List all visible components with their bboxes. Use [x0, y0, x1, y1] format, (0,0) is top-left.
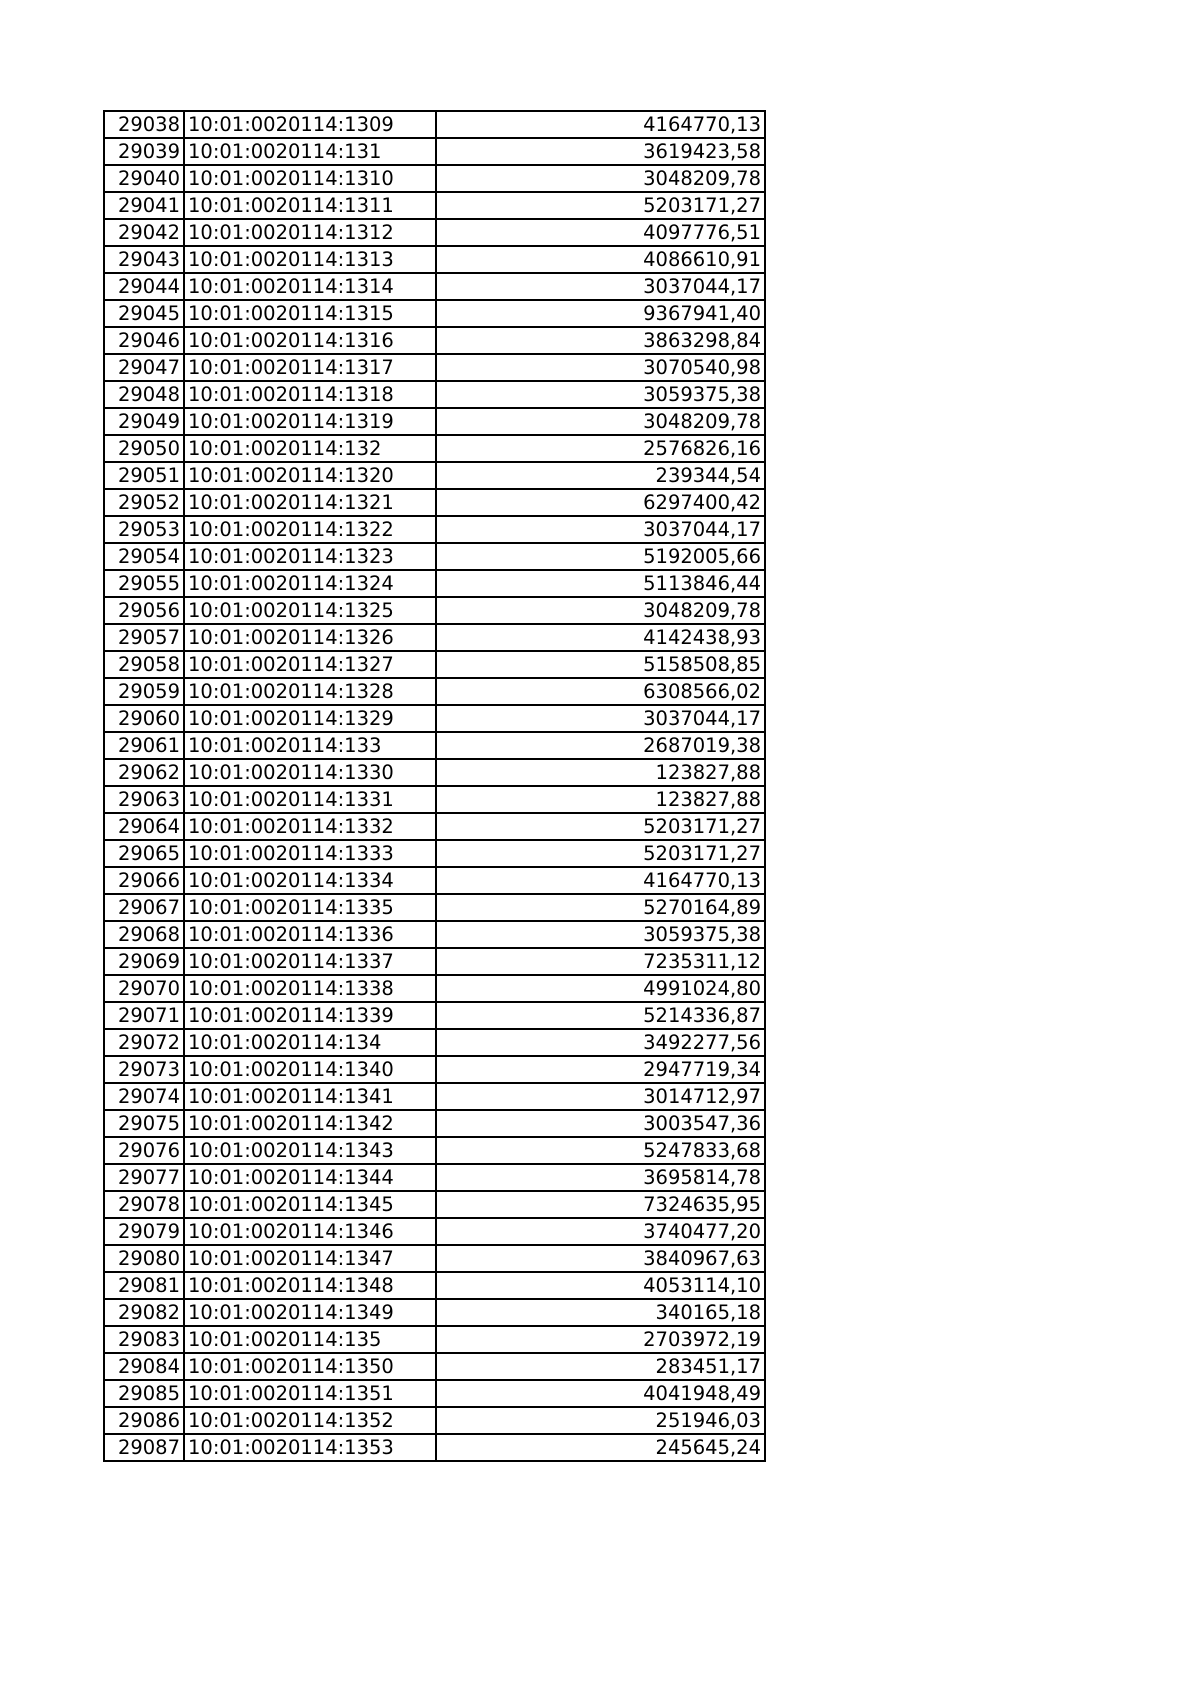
cadastral-number-cell: 10:01:0020114:1333: [184, 840, 436, 867]
cadastral-number-cell: 10:01:0020114:1334: [184, 867, 436, 894]
cadastral-value-cell: 5113846,44: [436, 570, 765, 597]
table-row: [104, 894, 765, 921]
cadastral-value-cell: 6297400,42: [436, 489, 765, 516]
table-row: [104, 786, 765, 813]
row-number-cell: 29084: [104, 1353, 184, 1380]
cadastral-value-cell: 6308566,02: [436, 678, 765, 705]
cadastral-number-cell: 10:01:0020114:1345: [184, 1191, 436, 1218]
table-body: [104, 111, 765, 1461]
cadastral-value-cell: 3070540,98: [436, 354, 765, 381]
cadastral-value-cell: 7324635,95: [436, 1191, 765, 1218]
cadastral-number-cell: 10:01:0020114:1326: [184, 624, 436, 651]
cadastral-number-cell: 10:01:0020114:1346: [184, 1218, 436, 1245]
row-number-cell: 29046: [104, 327, 184, 354]
cadastral-number-cell: 10:01:0020114:1311: [184, 192, 436, 219]
row-number-cell: 29060: [104, 705, 184, 732]
table-row: [104, 408, 765, 435]
cadastral-number-cell: 10:01:0020114:1332: [184, 813, 436, 840]
cadastral-value-cell: 7235311,12: [436, 948, 765, 975]
cadastral-number-cell: 10:01:0020114:132: [184, 435, 436, 462]
cadastral-value-cell: 5270164,89: [436, 894, 765, 921]
row-number-cell: 29058: [104, 651, 184, 678]
row-number-cell: 29055: [104, 570, 184, 597]
cadastral-number-cell: 10:01:0020114:1321: [184, 489, 436, 516]
table-row: [104, 1272, 765, 1299]
cadastral-value-cell: 3003547,36: [436, 1110, 765, 1137]
row-number-cell: 29063: [104, 786, 184, 813]
cadastral-number-cell: 10:01:0020114:1322: [184, 516, 436, 543]
row-number-cell: 29065: [104, 840, 184, 867]
row-number-cell: 29087: [104, 1434, 184, 1461]
cadastral-number-cell: 10:01:0020114:1320: [184, 462, 436, 489]
table-row: [104, 1110, 765, 1137]
row-number-cell: 29077: [104, 1164, 184, 1191]
cadastral-number-cell: 10:01:0020114:1343: [184, 1137, 436, 1164]
cadastral-value-cell: 3492277,56: [436, 1029, 765, 1056]
cadastral-number-cell: 10:01:0020114:1312: [184, 219, 436, 246]
cadastral-number-cell: 10:01:0020114:1330: [184, 759, 436, 786]
cadastral-number-cell: 10:01:0020114:1325: [184, 597, 436, 624]
table-row: [104, 354, 765, 381]
row-number-cell: 29056: [104, 597, 184, 624]
row-number-cell: 29082: [104, 1299, 184, 1326]
cadastral-number-cell: 10:01:0020114:1323: [184, 543, 436, 570]
row-number-cell: 29079: [104, 1218, 184, 1245]
cadastral-number-cell: 10:01:0020114:1317: [184, 354, 436, 381]
cadastral-value-cell: 9367941,40: [436, 300, 765, 327]
table-row: [104, 462, 765, 489]
table-row: [104, 597, 765, 624]
cadastral-value-cell: 4053114,10: [436, 1272, 765, 1299]
table-row: [104, 975, 765, 1002]
cadastral-value-table: [103, 110, 766, 1462]
cadastral-value-cell: 5214336,87: [436, 1002, 765, 1029]
cadastral-number-cell: 10:01:0020114:1327: [184, 651, 436, 678]
row-number-cell: 29083: [104, 1326, 184, 1353]
row-number-cell: 29078: [104, 1191, 184, 1218]
row-number-cell: 29081: [104, 1272, 184, 1299]
row-number-cell: 29059: [104, 678, 184, 705]
cadastral-value-cell: 5203171,27: [436, 192, 765, 219]
cadastral-value-cell: 4991024,80: [436, 975, 765, 1002]
cadastral-number-cell: 10:01:0020114:135: [184, 1326, 436, 1353]
row-number-cell: 29038: [104, 111, 184, 138]
cadastral-number-cell: 10:01:0020114:1352: [184, 1407, 436, 1434]
table-row: [104, 246, 765, 273]
row-number-cell: 29047: [104, 354, 184, 381]
row-number-cell: 29044: [104, 273, 184, 300]
cadastral-number-cell: 10:01:0020114:1338: [184, 975, 436, 1002]
cadastral-number-cell: 10:01:0020114:1318: [184, 381, 436, 408]
row-number-cell: 29068: [104, 921, 184, 948]
row-number-cell: 29045: [104, 300, 184, 327]
cadastral-number-cell: 10:01:0020114:1319: [184, 408, 436, 435]
table-row: [104, 516, 765, 543]
row-number-cell: 29039: [104, 138, 184, 165]
table-row: [104, 1002, 765, 1029]
cadastral-value-cell: 5247833,68: [436, 1137, 765, 1164]
cadastral-number-cell: 10:01:0020114:1315: [184, 300, 436, 327]
table-row: [104, 1299, 765, 1326]
cadastral-value-cell: 123827,88: [436, 786, 765, 813]
row-number-cell: 29071: [104, 1002, 184, 1029]
row-number-cell: 29075: [104, 1110, 184, 1137]
cadastral-value-cell: 251946,03: [436, 1407, 765, 1434]
cadastral-value-cell: 4097776,51: [436, 219, 765, 246]
row-number-cell: 29067: [104, 894, 184, 921]
cadastral-value-cell: 5203171,27: [436, 813, 765, 840]
cadastral-number-cell: 10:01:0020114:1340: [184, 1056, 436, 1083]
table-row: [104, 1029, 765, 1056]
table-row: [104, 678, 765, 705]
cadastral-number-cell: 10:01:0020114:131: [184, 138, 436, 165]
row-number-cell: 29074: [104, 1083, 184, 1110]
cadastral-value-cell: 3037044,17: [436, 705, 765, 732]
cadastral-value-cell: 3740477,20: [436, 1218, 765, 1245]
row-number-cell: 29085: [104, 1380, 184, 1407]
table-row: [104, 165, 765, 192]
table-row: [104, 1218, 765, 1245]
cadastral-value-cell: 4164770,13: [436, 867, 765, 894]
row-number-cell: 29052: [104, 489, 184, 516]
cadastral-value-cell: 3014712,97: [436, 1083, 765, 1110]
table-row: [104, 624, 765, 651]
row-number-cell: 29041: [104, 192, 184, 219]
table-row: [104, 1434, 765, 1461]
table-row: [104, 840, 765, 867]
cadastral-value-cell: 4086610,91: [436, 246, 765, 273]
cadastral-value-cell: 4041948,49: [436, 1380, 765, 1407]
table-row: [104, 921, 765, 948]
row-number-cell: 29061: [104, 732, 184, 759]
table-row: [104, 732, 765, 759]
cadastral-value-cell: 5203171,27: [436, 840, 765, 867]
row-number-cell: 29066: [104, 867, 184, 894]
table-row: [104, 1137, 765, 1164]
row-number-cell: 29073: [104, 1056, 184, 1083]
row-number-cell: 29076: [104, 1137, 184, 1164]
table-row: [104, 219, 765, 246]
table-row: [104, 381, 765, 408]
cadastral-number-cell: 10:01:0020114:1339: [184, 1002, 436, 1029]
row-number-cell: 29043: [104, 246, 184, 273]
cadastral-number-cell: 10:01:0020114:1337: [184, 948, 436, 975]
row-number-cell: 29057: [104, 624, 184, 651]
cadastral-value-cell: 3863298,84: [436, 327, 765, 354]
cadastral-value-cell: 4164770,13: [436, 111, 765, 138]
cadastral-number-cell: 10:01:0020114:1347: [184, 1245, 436, 1272]
cadastral-number-cell: 10:01:0020114:1324: [184, 570, 436, 597]
row-number-cell: 29053: [104, 516, 184, 543]
cadastral-number-cell: 10:01:0020114:1351: [184, 1380, 436, 1407]
cadastral-value-cell: 2703972,19: [436, 1326, 765, 1353]
table-row: [104, 705, 765, 732]
table-row: [104, 759, 765, 786]
table-row: [104, 1380, 765, 1407]
table-row: [104, 570, 765, 597]
cadastral-number-cell: 10:01:0020114:1316: [184, 327, 436, 354]
cadastral-value-cell: 3695814,78: [436, 1164, 765, 1191]
cadastral-number-cell: 10:01:0020114:1328: [184, 678, 436, 705]
cadastral-number-cell: 10:01:0020114:1331: [184, 786, 436, 813]
table-row: [104, 138, 765, 165]
cadastral-number-cell: 10:01:0020114:134: [184, 1029, 436, 1056]
table-row: [104, 543, 765, 570]
cadastral-number-cell: 10:01:0020114:1336: [184, 921, 436, 948]
cadastral-value-cell: 245645,24: [436, 1434, 765, 1461]
table-row: [104, 1056, 765, 1083]
cadastral-value-cell: 283451,17: [436, 1353, 765, 1380]
cadastral-value-cell: 3048209,78: [436, 408, 765, 435]
row-number-cell: 29049: [104, 408, 184, 435]
cadastral-number-cell: 10:01:0020114:1348: [184, 1272, 436, 1299]
cadastral-number-cell: 10:01:0020114:1349: [184, 1299, 436, 1326]
cadastral-number-cell: 10:01:0020114:1309: [184, 111, 436, 138]
table-row: [104, 300, 765, 327]
cadastral-value-cell: 239344,54: [436, 462, 765, 489]
row-number-cell: 29086: [104, 1407, 184, 1434]
cadastral-number-cell: 10:01:0020114:1310: [184, 165, 436, 192]
cadastral-value-cell: 3048209,78: [436, 597, 765, 624]
table-row: [104, 1407, 765, 1434]
cadastral-value-cell: 5192005,66: [436, 543, 765, 570]
table-row: [104, 1083, 765, 1110]
table-row: [104, 192, 765, 219]
cadastral-number-cell: 10:01:0020114:1342: [184, 1110, 436, 1137]
cadastral-value-cell: 2947719,34: [436, 1056, 765, 1083]
row-number-cell: 29042: [104, 219, 184, 246]
row-number-cell: 29051: [104, 462, 184, 489]
row-number-cell: 29062: [104, 759, 184, 786]
cadastral-value-cell: 340165,18: [436, 1299, 765, 1326]
table-row: [104, 489, 765, 516]
row-number-cell: 29048: [104, 381, 184, 408]
row-number-cell: 29050: [104, 435, 184, 462]
cadastral-number-cell: 10:01:0020114:1350: [184, 1353, 436, 1380]
row-number-cell: 29072: [104, 1029, 184, 1056]
row-number-cell: 29070: [104, 975, 184, 1002]
table-row: [104, 1164, 765, 1191]
cadastral-value-cell: 4142438,93: [436, 624, 765, 651]
row-number-cell: 29040: [104, 165, 184, 192]
table-row: [104, 867, 765, 894]
cadastral-number-cell: 10:01:0020114:1344: [184, 1164, 436, 1191]
cadastral-value-cell: 3840967,63: [436, 1245, 765, 1272]
table-row: [104, 1353, 765, 1380]
cadastral-value-cell: 2687019,38: [436, 732, 765, 759]
cadastral-value-cell: 2576826,16: [436, 435, 765, 462]
cadastral-number-cell: 10:01:0020114:1313: [184, 246, 436, 273]
cadastral-value-cell: 3037044,17: [436, 273, 765, 300]
cadastral-number-cell: 10:01:0020114:1353: [184, 1434, 436, 1461]
table-row: [104, 111, 765, 138]
cadastral-number-cell: 10:01:0020114:1329: [184, 705, 436, 732]
table-row: [104, 813, 765, 840]
cadastral-value-cell: 5158508,85: [436, 651, 765, 678]
table-row: [104, 273, 765, 300]
cadastral-value-cell: 3059375,38: [436, 921, 765, 948]
cadastral-value-cell: 3048209,78: [436, 165, 765, 192]
cadastral-value-cell: 3037044,17: [436, 516, 765, 543]
table-row: [104, 327, 765, 354]
row-number-cell: 29069: [104, 948, 184, 975]
cadastral-value-cell: 3059375,38: [436, 381, 765, 408]
row-number-cell: 29054: [104, 543, 184, 570]
table-row: [104, 1245, 765, 1272]
cadastral-value-cell: 3619423,58: [436, 138, 765, 165]
table-row: [104, 651, 765, 678]
table-row: [104, 1326, 765, 1353]
table-row: [104, 1191, 765, 1218]
cadastral-number-cell: 10:01:0020114:133: [184, 732, 436, 759]
cadastral-value-cell: 123827,88: [436, 759, 765, 786]
table-row: [104, 435, 765, 462]
row-number-cell: 29064: [104, 813, 184, 840]
row-number-cell: 29080: [104, 1245, 184, 1272]
table-row: [104, 948, 765, 975]
cadastral-number-cell: 10:01:0020114:1341: [184, 1083, 436, 1110]
cadastral-number-cell: 10:01:0020114:1335: [184, 894, 436, 921]
cadastral-number-cell: 10:01:0020114:1314: [184, 273, 436, 300]
